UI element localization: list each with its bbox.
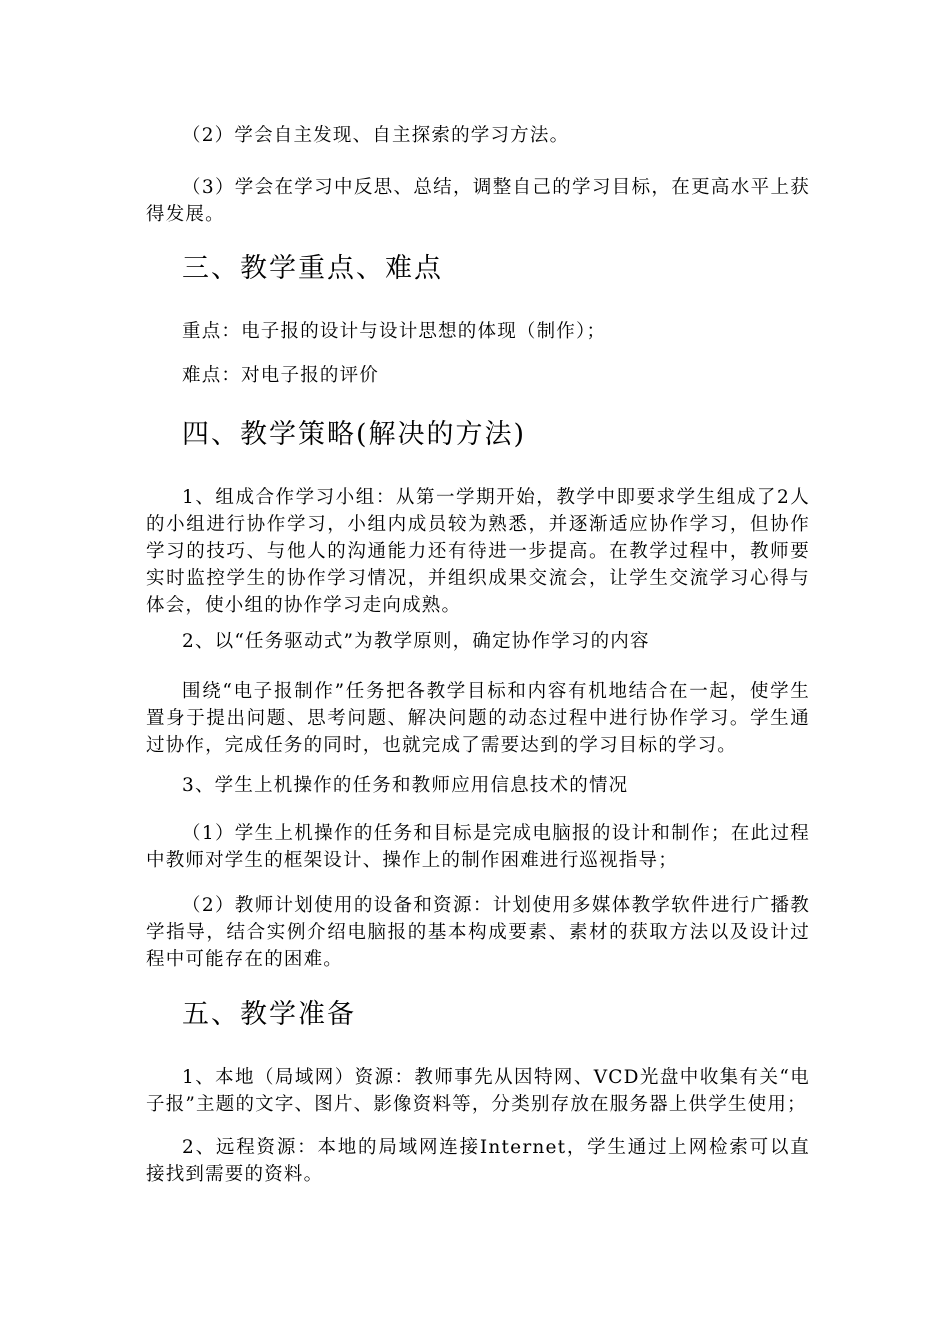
strategy-paragraph-5: （1）学生上机操作的任务和目标是完成电脑报的设计和制作；在此过程中教师对学生的框架设计、操作上的制作困难进行巡视指导； [146, 823, 810, 871]
strategy-paragraph-2: 2、以“任务驱动式”为教学原则，确定协作学习的内容 [182, 631, 650, 652]
strategy-paragraph-3: 围绕“电子报制作”任务把各教学目标和内容有机地结合在一起，使学生置身于提出问题、思考问题、解决问题的动态过程中进行协作学习。学生通过协作，完成任务的同时，也就完成了需要达到的学习目标的学习。 [146, 681, 810, 756]
goal-item-3: （3）学会在学习中反思、总结，调整自己的学习目标，在更高水平上获得发展。 [146, 177, 810, 225]
goal-item-2: （2）学会自主发现、自主探索的学习方法。 [182, 125, 570, 146]
strategy-paragraph-4: 3、学生上机操作的任务和教师应用信息技术的情况 [182, 775, 629, 796]
section-heading-preparation: 五、教学准备 [182, 999, 356, 1030]
key-point-text: 重点：电子报的设计与设计思想的体现（制作）； [182, 321, 607, 342]
section-heading-key-points: 三、教学重点、难点 [182, 253, 443, 284]
strategy-paragraph-1: 1、组成合作学习小组：从第一学期开始，教学中即要求学生组成了2人的小组进行协作学习，小组内成员较为熟悉，并逐渐适应协作学习，但协作学习的技巧、与他人的沟通能力还有待进一步提高。在教学过程中，教师要实时监控学生的协作学习情况，并组织成果交流会，让学生交流学习心得与体会，使小组的协作学习走向成熟。 [146, 487, 810, 616]
section-heading-strategy: 四、教学策略(解决的方法) [182, 419, 527, 450]
difficulty-text: 难点：对电子报的评价 [182, 365, 380, 386]
strategy-paragraph-6: （2）教师计划使用的设备和资源：计划使用多媒体教学软件进行广播教学指导，结合实例介绍电脑报的基本构成要素、素材的获取方法以及设计过程中可能存在的困难。 [146, 895, 810, 970]
preparation-paragraph-1: 1、本地（局域网）资源：教师事先从因特网、VCD光盘中收集有关“电子报”主题的文字、图片、影像资料等，分类别存放在服务器上供学生使用； [146, 1067, 810, 1115]
preparation-paragraph-2: 2、远程资源：本地的局域网连接Internet，学生通过上网检索可以直接找到需要的资料。 [146, 1137, 810, 1185]
